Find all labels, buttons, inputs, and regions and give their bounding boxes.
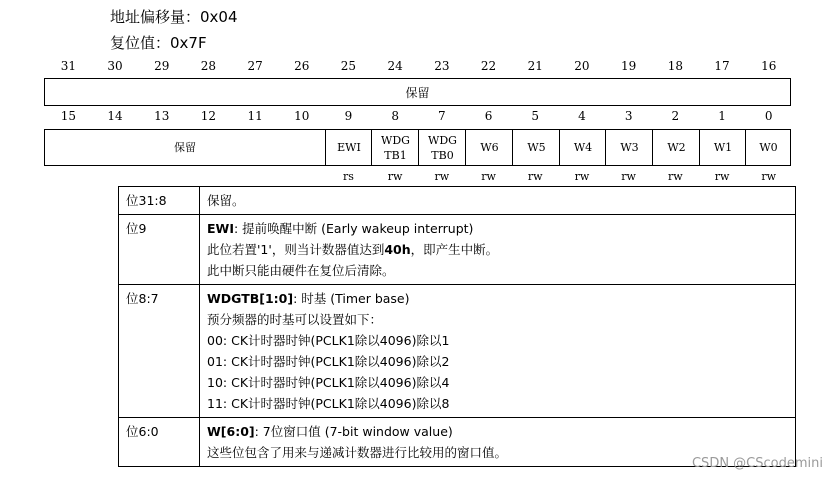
bit-number: 2 (671, 109, 680, 123)
bit-number: 23 (434, 59, 450, 73)
bit-number: 6 (484, 109, 493, 123)
bit-number: 31 (60, 59, 76, 73)
field-w0: W0 (745, 130, 791, 165)
bit-number: 1 (718, 109, 726, 123)
bit-range: 位8:7 (119, 285, 200, 418)
access-type: rw (668, 170, 683, 183)
upper-register-row (44, 78, 791, 106)
access-type: rw (527, 170, 543, 183)
field-w3: W3 (605, 130, 653, 165)
bit-number: 25 (340, 59, 357, 73)
access-type: rw (387, 170, 403, 183)
desc-text: 此位若置'1'，则当计数器值达到 (207, 242, 385, 257)
reserved-field-upper: 保留 (405, 85, 430, 100)
bit-number: 3 (624, 109, 633, 123)
address-offset: 地址偏移量：0x04 (110, 8, 238, 26)
option-line: 11: CK计时器时钟(PCLK1除以4096)除以8 (207, 396, 450, 411)
table-row (119, 285, 796, 418)
field-title: : 提前唤醒中断 (Early wakeup interrupt) (233, 221, 474, 236)
upper-bit-numbers (45, 59, 792, 77)
bit-range: 位6:0 (119, 418, 200, 467)
bit-number: 7 (438, 109, 446, 123)
field-wdgtb1-line2: TB1 (384, 148, 407, 162)
table-row (119, 187, 796, 215)
bit-number: 5 (531, 109, 540, 123)
reset-value: 复位值：0x7F (110, 34, 207, 52)
bit-number: 8 (391, 109, 399, 123)
bit-number: 28 (200, 59, 217, 73)
field-name: WDGTB[1:0] (207, 291, 294, 306)
bit-number: 30 (107, 59, 123, 73)
desc-text: ，即产生中断。 (410, 242, 499, 257)
access-type: rw (481, 170, 496, 183)
bit-number: 9 (344, 109, 353, 123)
access-type: rw (574, 170, 590, 183)
option-line: 01: CK计时器时钟(PCLK1除以4096)除以2 (207, 354, 450, 369)
bit-number: 4 (578, 109, 586, 123)
access-type: rw (761, 170, 777, 183)
bit-number: 14 (107, 109, 123, 123)
field-ewi: EWI (325, 130, 372, 165)
field-name: EWI (207, 221, 234, 236)
bit-number: 21 (527, 59, 543, 73)
field-wdgtb1-line1: WDG (381, 133, 410, 147)
field-w2: W2 (652, 130, 700, 165)
bit-number: 29 (154, 59, 170, 73)
bit-range: 位31:8 (119, 187, 200, 215)
field-title: : 7位窗口值 (7-bit window value) (254, 424, 453, 439)
bit-range: 位9 (119, 215, 200, 285)
bit-number: 15 (60, 109, 76, 123)
reserved-field-lower: 保留 (174, 141, 196, 154)
bit-number: 11 (247, 109, 263, 123)
desc-value: 40h (384, 242, 411, 257)
bit-description: 保留。 (200, 187, 796, 215)
access-types (45, 170, 792, 186)
watermark: CSDN @CScodemini (691, 456, 823, 471)
desc-text: 这些位包含了用来与递减计数器进行比较用的窗口值。 (207, 445, 508, 460)
access-type: rw (434, 170, 450, 183)
access-type: rs (342, 170, 354, 183)
bit-number: 19 (621, 59, 637, 73)
field-w6: W6 (465, 130, 513, 165)
field-w5: W5 (512, 130, 560, 165)
bit-number: 24 (387, 59, 403, 73)
bit-number: 0 (764, 109, 773, 123)
desc-text: 此中断只能由硬件在复位后清除。 (207, 263, 395, 278)
bit-description (200, 285, 796, 418)
access-type: rw (621, 170, 636, 183)
field-title: : 时基 (Timer base) (293, 291, 410, 306)
bit-number: 26 (294, 59, 310, 73)
table-row (119, 215, 796, 285)
bit-number: 27 (247, 59, 263, 73)
option-line: 00: CK计时器时钟(PCLK1除以4096)除以1 (207, 333, 450, 348)
field-wdgtb1 (371, 130, 419, 165)
access-type: rw (714, 170, 730, 183)
field-w4: W4 (559, 130, 606, 165)
option-line: 10: CK计时器时钟(PCLK1除以4096)除以4 (207, 375, 450, 390)
lower-register-row (44, 129, 791, 166)
bit-number: 22 (480, 59, 497, 73)
bit-description-table (118, 186, 796, 467)
bit-number: 17 (714, 59, 730, 73)
lower-bit-numbers (45, 109, 792, 127)
field-wdgtb0 (418, 130, 466, 165)
bit-number: 20 (574, 59, 590, 73)
bit-number: 13 (154, 109, 170, 123)
bit-number: 16 (761, 59, 777, 73)
bit-number: 18 (667, 59, 683, 73)
bit-description (200, 215, 796, 285)
bit-number: 10 (294, 109, 310, 123)
field-wdgtb0-line1: WDG (428, 133, 457, 147)
field-w1: W1 (699, 130, 746, 165)
field-name: W[6:0] (207, 424, 255, 439)
desc-text: 预分频器的时基可以设置如下： (207, 312, 383, 327)
field-wdgtb0-line2: TB0 (431, 148, 454, 162)
bit-number: 12 (200, 109, 217, 123)
